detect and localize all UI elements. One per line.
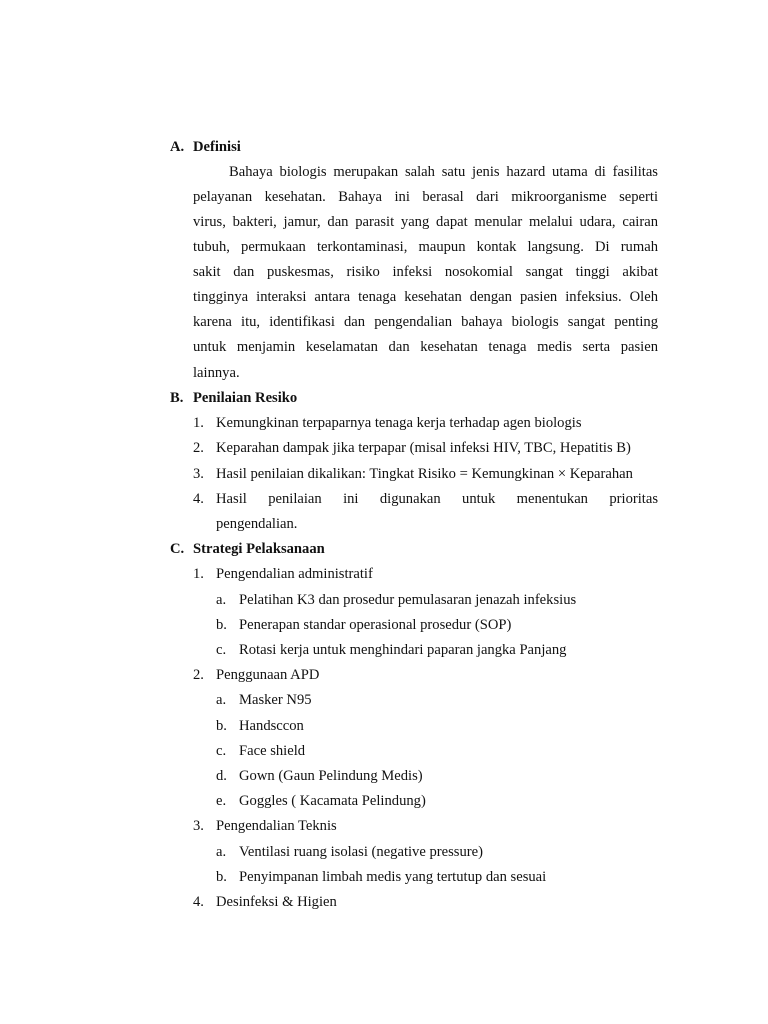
strategy-1-sub-b-text: Penerapan standar operasional prosedur (SOP) <box>239 617 512 633</box>
definition-line-7: karena itu, identifikasi dan pengendalian bahaya biologis sangat penting <box>193 314 658 330</box>
strategy-1-sub-c-letter: c. <box>216 642 227 658</box>
risk-item-2-text: Keparahan dampak jika terpapar (misal infeksi HIV, TBC, Hepatitis B) <box>216 440 631 456</box>
risk-item-3-num: 3. <box>193 466 204 482</box>
definition-line-3: virus, bakteri, jamur, dan parasit yang dapat menular melalui udara, cairan <box>193 214 658 230</box>
strategy-2-sub-b-letter: b. <box>216 718 227 734</box>
definition-line-9: lainnya. <box>193 365 240 381</box>
risk-item-4-text-line-2: pengendalian. <box>216 516 298 532</box>
strategy-item-4-text: Desinfeksi & Higien <box>216 894 337 910</box>
strategy-2-sub-d-text: Gown (Gaun Pelindung Medis) <box>239 768 423 784</box>
definition-line-5: sakit dan puskesmas, risiko infeksi nosokomial sangat tinggi akibat <box>193 264 658 280</box>
strategy-1-sub-a-letter: a. <box>216 592 227 608</box>
strategy-2-sub-a-letter: a. <box>216 692 227 708</box>
risk-item-3-text: Hasil penilaian dikalikan: Tingkat Risiko = Kemungkinan × Keparahan <box>216 466 633 482</box>
strategy-2-sub-a-text: Masker N95 <box>239 692 312 708</box>
strategy-2-sub-c-text: Face shield <box>239 743 306 759</box>
strategy-item-4-num: 4. <box>193 894 204 910</box>
section-b-letter: B. <box>170 390 184 406</box>
risk-item-2-num: 2. <box>193 440 204 456</box>
strategy-item-2-num: 2. <box>193 667 204 683</box>
definition-line-1: Bahaya biologis merupakan salah satu jenis hazard utama di fasilitas <box>229 164 658 180</box>
risk-item-1-text: Kemungkinan terpaparnya tenaga kerja terhadap agen biologis <box>216 415 582 431</box>
strategy-2-sub-d-letter: d. <box>216 768 227 784</box>
strategy-2-sub-b-text: Handsccon <box>239 718 304 734</box>
strategy-1-sub-b-letter: b. <box>216 617 227 633</box>
strategy-item-1-text: Pengendalian administratif <box>216 566 373 582</box>
definition-line-8: untuk menjamin keselamatan dan kesehatan tenaga medis serta pasien <box>193 339 658 355</box>
strategy-1-sub-a-text: Pelatihan K3 dan prosedur pemulasaran jenazah infeksius <box>239 592 577 608</box>
strategy-3-sub-a-letter: a. <box>216 844 227 860</box>
strategy-2-sub-c-letter: c. <box>216 743 227 759</box>
section-b-title: Penilaian Resiko <box>193 390 298 406</box>
strategy-item-1-num: 1. <box>193 566 204 582</box>
strategy-1-sub-c-text: Rotasi kerja untuk menghindari paparan jangka Panjang <box>239 642 567 658</box>
strategy-3-sub-b-letter: b. <box>216 869 227 885</box>
strategy-3-sub-a-text: Ventilasi ruang isolasi (negative pressure) <box>239 844 483 860</box>
risk-item-4-text-line-1: Hasil penilaian ini digunakan untuk menentukan prioritas <box>216 491 658 507</box>
section-a-letter: A. <box>170 139 185 155</box>
definition-line-6: tingginya interaksi antara tenaga kesehatan dengan pasien infeksius. Oleh <box>193 289 658 305</box>
strategy-item-2-text: Penggunaan APD <box>216 667 320 683</box>
section-c-title: Strategi Pelaksanaan <box>193 541 325 557</box>
strategy-item-3-text: Pengendalian Teknis <box>216 818 337 834</box>
strategy-2-sub-e-text: Goggles ( Kacamata Pelindung) <box>239 793 426 809</box>
strategy-2-sub-e-letter: e. <box>216 793 227 809</box>
risk-item-1-num: 1. <box>193 415 204 431</box>
section-c-letter: C. <box>170 541 185 557</box>
definition-line-2: pelayanan kesehatan. Bahaya ini berasal dari mikroorganisme seperti <box>193 189 658 205</box>
section-a-title: Definisi <box>193 139 241 155</box>
strategy-item-3-num: 3. <box>193 818 204 834</box>
definition-line-4: tubuh, permukaan terkontaminasi, maupun kontak langsung. Di rumah <box>193 239 658 255</box>
risk-item-4-num: 4. <box>193 491 204 507</box>
strategy-3-sub-b-text: Penyimpanan limbah medis yang tertutup dan sesuai <box>239 869 547 885</box>
